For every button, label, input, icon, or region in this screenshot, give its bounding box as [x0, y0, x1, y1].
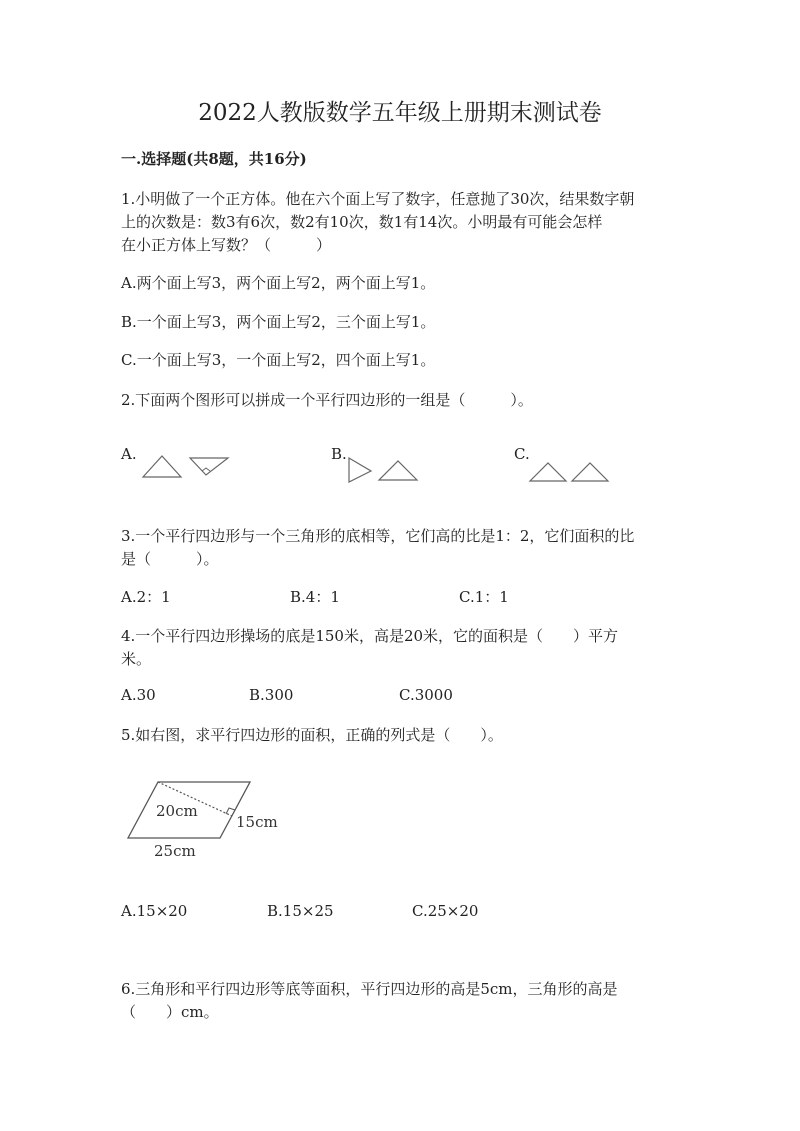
section-heading: 一.选择题(共8题，共16分)	[121, 150, 307, 168]
q2-option-c-triangles-figure	[526, 458, 616, 486]
q4-option-b: B.300	[249, 686, 294, 704]
q5-option-c: C.25×20	[412, 902, 479, 920]
q5-option-b: B.15×25	[267, 902, 334, 920]
q5-parallelogram-figure	[118, 772, 303, 864]
q2-option-c: C.	[514, 445, 530, 463]
q3-option-a: A.2：1	[121, 588, 171, 606]
page-title: 2022人教版数学五年级上册期末测试卷	[198, 100, 602, 126]
q4-stem-line-1: 4.一个平行四边形操场的底是150米，高是20米，它的面积是（ ）平方	[121, 627, 619, 645]
q3-option-c: C.1：1	[459, 588, 509, 606]
q1-stem-line-3: 在小正方体上写数？（ ）	[121, 236, 332, 254]
q1-stem-line-2: 上的次数是：数3有6次，数2有10次，数1有14次。小明最有可能会怎样	[121, 213, 603, 231]
q1-option-b: B.一个面上写3，两个面上写2，三个面上写1。	[121, 313, 436, 331]
q6-stem-line-2: （ ）cm。	[121, 1003, 219, 1021]
q2-stem: 2.下面两个图形可以拼成一个平行四边形的一组是（ ）。	[121, 391, 533, 409]
q1-stem-line-1: 1.小明做了一个正方体。他在六个面上写了数字，任意抛了30次，结果数字朝	[121, 190, 635, 208]
q2-option-b-triangles-figure	[344, 455, 424, 487]
q1-option-c: C.一个面上写3，一个面上写2，四个面上写1。	[121, 351, 436, 369]
q4-option-a: A.30	[121, 686, 156, 704]
q5-stem: 5.如右图，求平行四边形的面积，正确的列式是（ ）。	[121, 726, 503, 744]
q2-option-a-triangles-figure	[138, 450, 238, 484]
q4-stem-line-2: 米。	[121, 650, 152, 668]
q5-figure-label-25cm: 25cm	[154, 842, 196, 860]
q2-option-a: A.	[121, 445, 137, 463]
q5-figure-label-20cm: 20cm	[156, 802, 198, 820]
q5-figure-label-15cm: 15cm	[236, 813, 278, 831]
q5-option-a: A.15×20	[121, 902, 188, 920]
q1-option-a: A.两个面上写3，两个面上写2，两个面上写1。	[121, 274, 436, 292]
q3-stem-line-2: 是（ ）。	[121, 550, 219, 568]
q3-option-b: B.4：1	[290, 588, 340, 606]
q3-stem-line-1: 3.一个平行四边形与一个三角形的底相等，它们高的比是1：2，它们面积的比	[121, 527, 635, 545]
q4-option-c: C.3000	[399, 686, 453, 704]
q2-option-b: B.	[331, 445, 347, 463]
q6-stem-line-1: 6.三角形和平行四边形等底等面积，平行四边形的高是5cm，三角形的高是	[121, 980, 618, 998]
